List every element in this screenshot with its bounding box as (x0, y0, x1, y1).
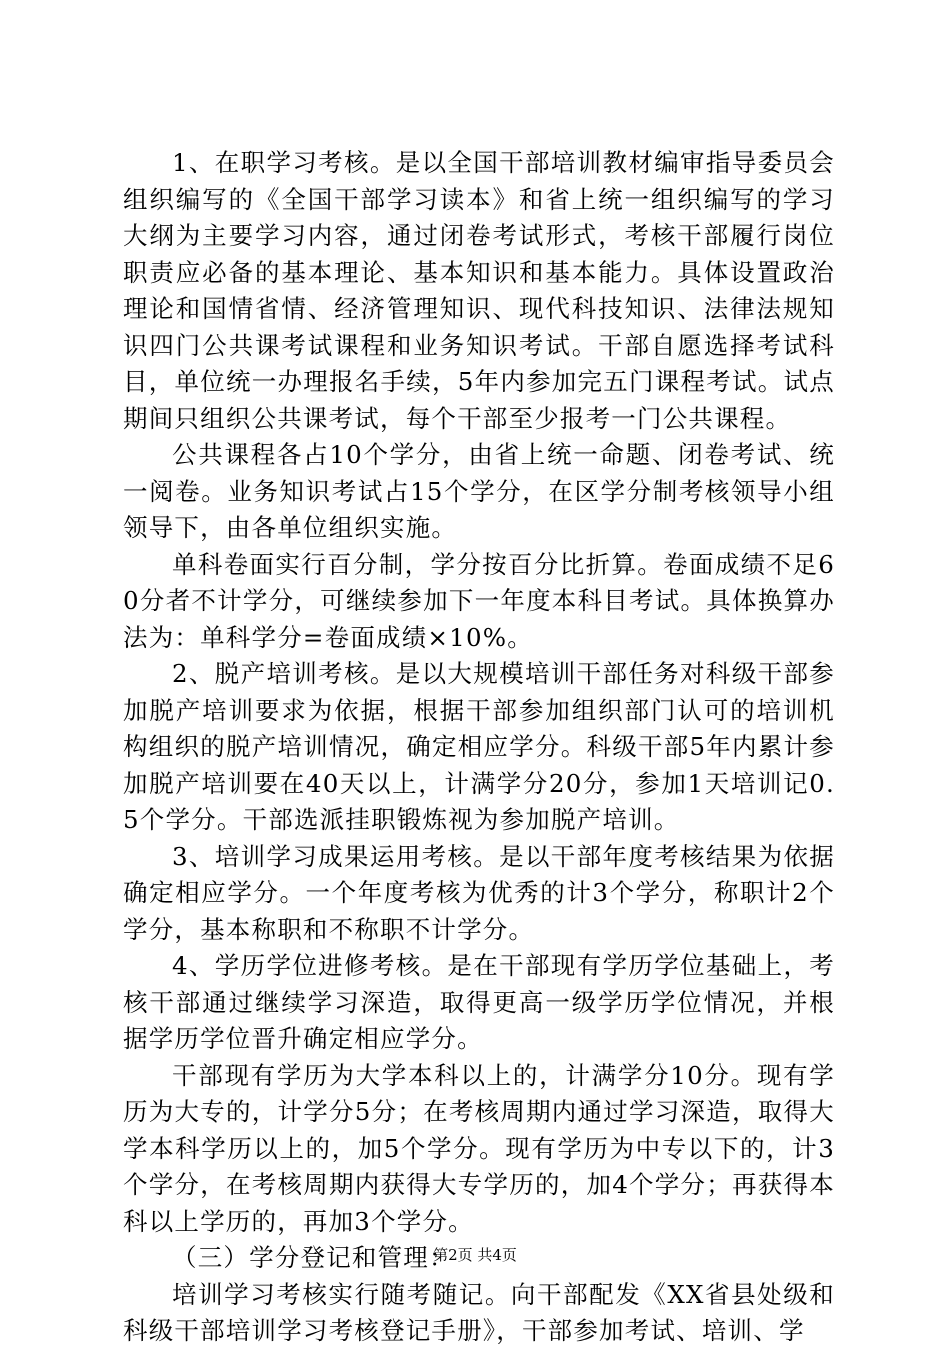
document-body (123, 145, 835, 1350)
paragraph-training-results-assessment: 3、培训学习成果运用考核。是以干部年度考核结果为依据确定相应学分。一个年度考核为优秀的计3个学分，称职计2个学分，基本称职和不称职不计学分。 (123, 841, 835, 944)
paragraph-score-conversion: 单科卷面实行百分制，学分按百分比折算。卷面成绩不足60分者不计学分，可继续参加下一年度本科目考试。具体换算办法为：单科学分=卷面成绩×10%。 (123, 549, 835, 652)
paragraph-registration-handbook: 培训学习考核实行随考随记。向干部配发《XX省县处级和科级干部培训学习考核登记手册》，干部参加考试、培训、学 (123, 1279, 835, 1345)
paragraph-public-course-credits: 公共课程各占10个学分，由省上统一命题、闭卷考试、统一阅卷。业务知识考试占15个学分，在区学分制考核领导小组领导下，由各单位组织实施。 (123, 440, 835, 542)
paragraph-offjob-training-assessment: 2、脱产培训考核。是以大规模培训干部任务对科级干部参加脱产培训要求为依据，根据干部参加组织部门认可的培训机构组织的脱产培训情况，确定相应学分。科级干部5年内累计参加脱产培训要在40天以上，计满学分20分，参加1天培训记0.5个学分。干部选派挂职锻炼视为参加脱产培训。 (123, 659, 835, 834)
paragraph-inservice-study-assessment: 1、在职学习考核。是以全国干部培训教材编审指导委员会组织编写的《全国干部学习读本》和省上统一组织编写的学习大纲为主要学习内容，通过闭卷考试形式，考核干部履行岗位职责应必备的基本理论、基本知识和基本能力。具体设置政治理论和国情省情、经济管理知识、现代科技知识、法律法规知识四门公共课考试课程和业务知识考试。干部自愿选择考试科目，单位统一办理报名手续，5年内参加完五门课程考试。试点期间只组织公共课考试，每个干部至少报考一门公共课程。 (123, 148, 835, 433)
page-footer: 第2页 共4页 (433, 1246, 517, 1264)
paragraph-education-credits: 干部现有学历为大学本科以上的，计满学分10分。现有学历为大专的，计学分5分；在考核周期内通过学习深造，取得大学本科学历以上的，加5个学分。现有学历为中专以下的，计3个学分，在考核周期内获得大专学历的，加4个学分；再获得本科以上学历的，再加3个学分。 (123, 1060, 835, 1236)
paragraph-degree-study-assessment: 4、学历学位进修考核。是在干部现有学历学位基础上，考核干部通过继续学习深造，取得更高一级学历学位情况，并根据学历学位晋升确定相应学分。 (123, 951, 835, 1053)
section-heading-credit-registration: （三）学分登记和管理： (172, 1243, 455, 1272)
